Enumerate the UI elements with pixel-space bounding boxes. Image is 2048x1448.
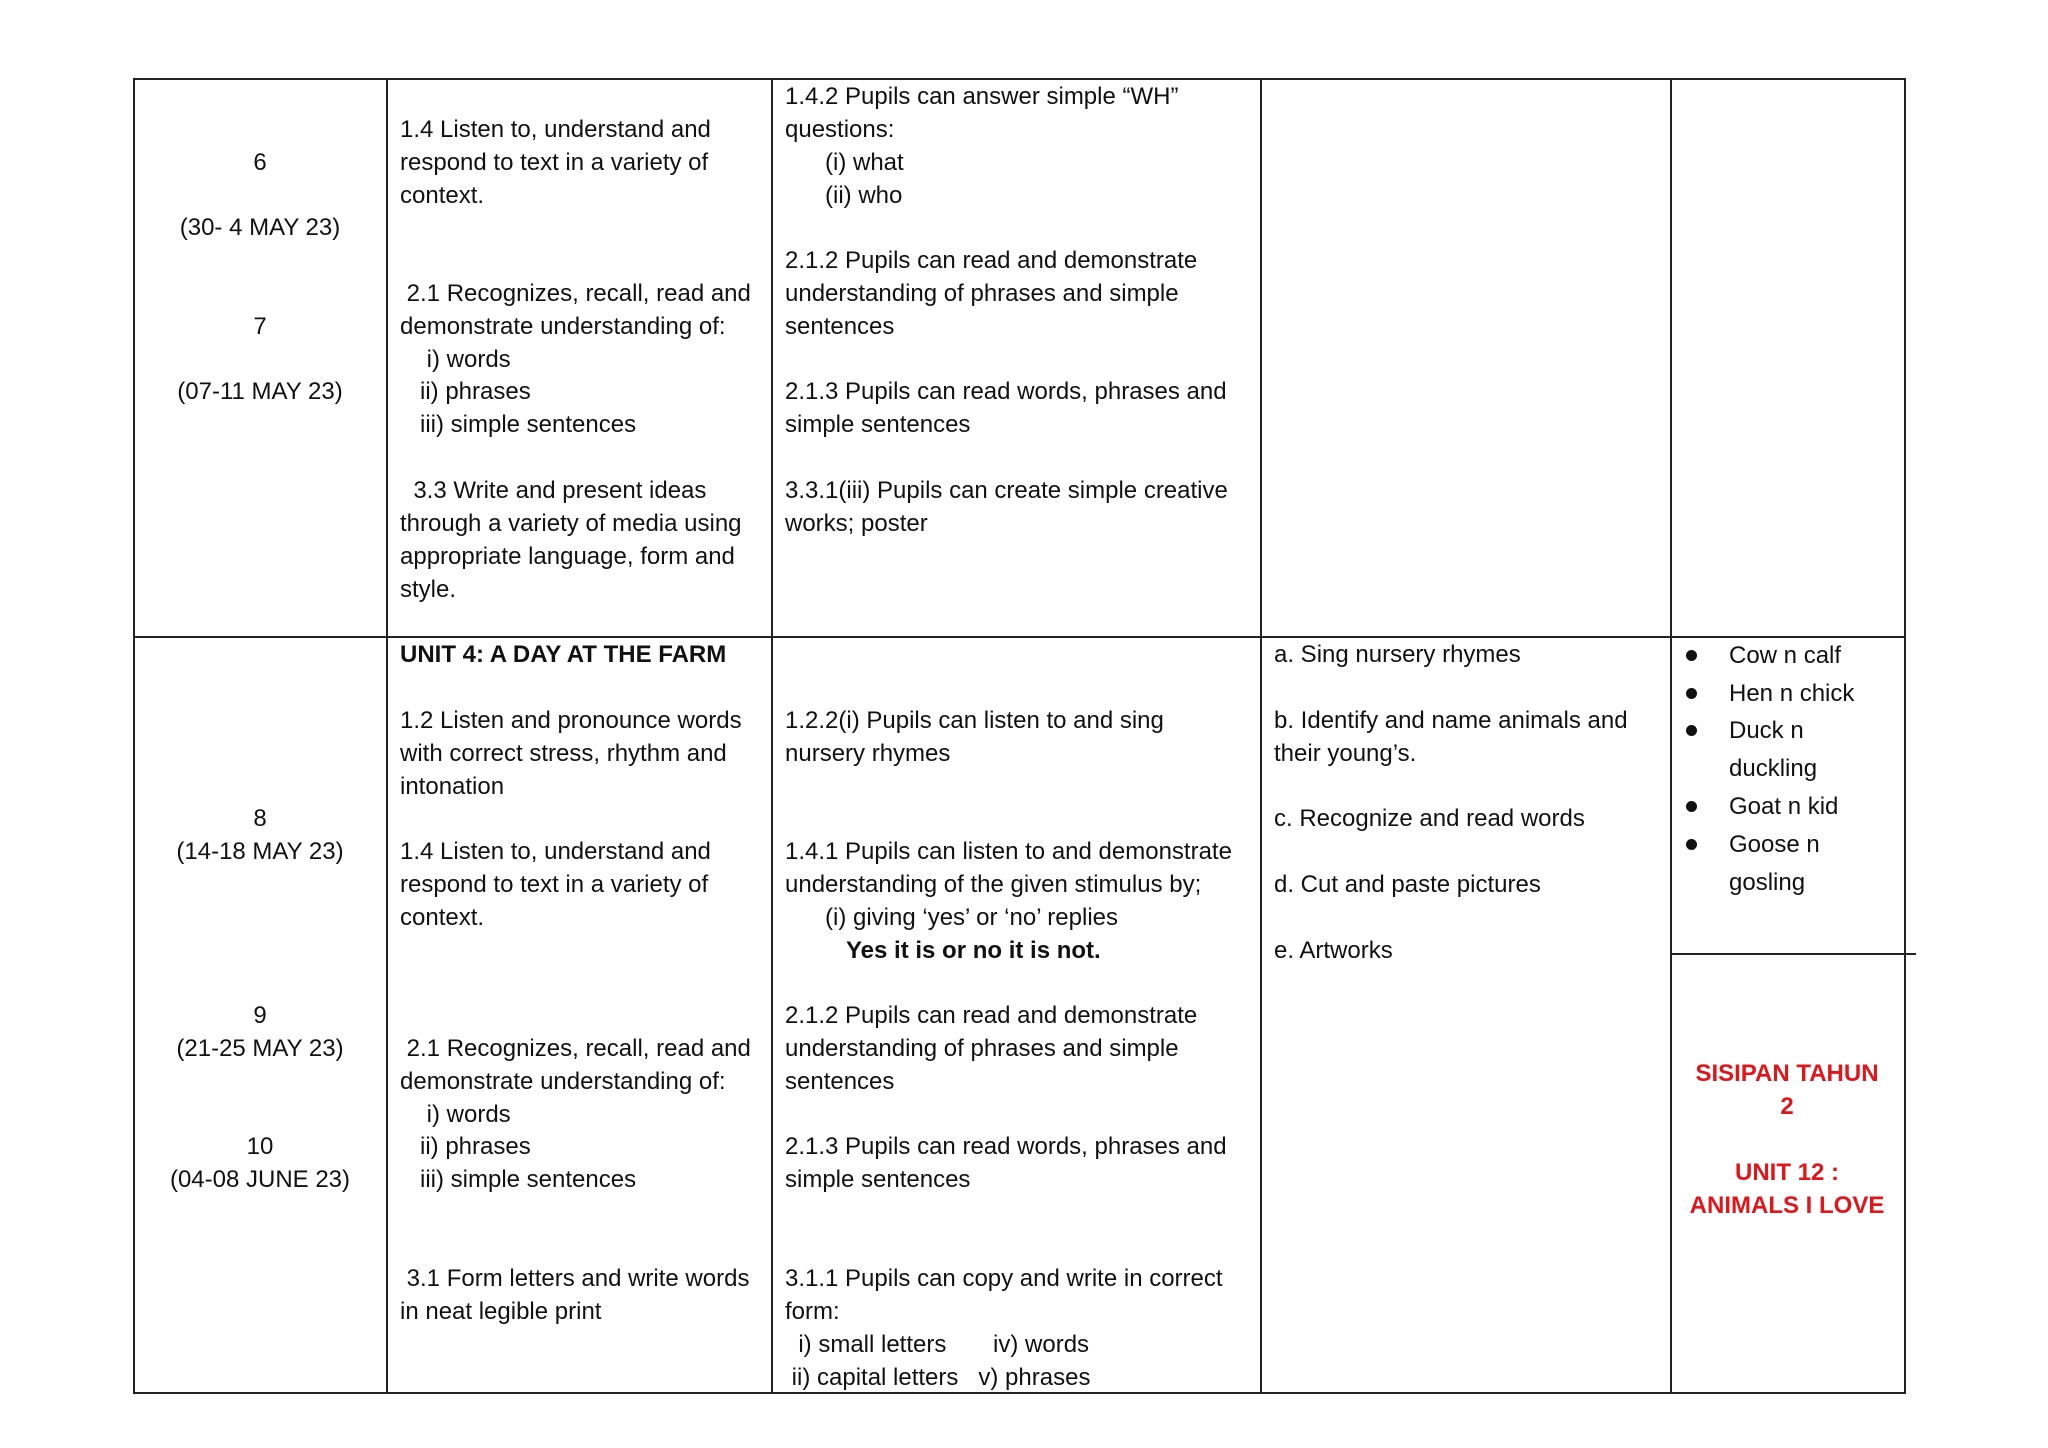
row1-content-line: ii) phrases xyxy=(400,378,531,405)
row2-content-line: in neat legible print xyxy=(400,1298,602,1325)
activity-item: e. Artworks xyxy=(1274,937,1393,964)
row1-learning-line: 1.4.2 Pupils can answer simple “WH” xyxy=(785,83,1179,110)
row2-content-line: 2.1 Recognizes, recall, read and xyxy=(400,1035,751,1062)
row2-learning-line: understanding of phrases and simple xyxy=(785,1035,1179,1062)
table-left-border xyxy=(133,78,135,1394)
column-divider-1 xyxy=(386,78,388,1394)
row1-content-line: i) words xyxy=(400,346,511,373)
activity-item: c. Recognize and read words xyxy=(1274,805,1585,832)
row1-learning-line: works; poster xyxy=(785,510,928,537)
row2-content-line: 3.1 Form letters and write words xyxy=(400,1265,750,1292)
vocab-item: Goat n kid xyxy=(1729,793,1839,820)
row1-content-line: style. xyxy=(400,576,457,603)
row2-content-line: iii) simple sentences xyxy=(400,1166,637,1193)
week-date-8: (14-18 MAY 23) xyxy=(176,838,344,865)
vocab-item: Duck n xyxy=(1729,717,1804,744)
activity-item: d. Cut and paste pictures xyxy=(1274,871,1541,898)
bullet-icon xyxy=(1686,688,1697,699)
row1-content-line: respond to text in a variety of xyxy=(400,149,709,176)
bold-reply: Yes it is or no it is not. xyxy=(846,937,1101,964)
row2-content-line: with correct stress, rhythm and xyxy=(400,740,727,767)
activity-item: their young’s. xyxy=(1274,740,1417,767)
row2-content-line: intonation xyxy=(400,773,505,800)
row1-content-line: demonstrate understanding of: xyxy=(400,313,726,340)
row1-learning-line: 2.1.2 Pupils can read and demonstrate xyxy=(785,247,1198,274)
row1-content-line: iii) simple sentences xyxy=(400,411,637,438)
vocab-item: Cow n calf xyxy=(1729,642,1842,669)
row1-content-line: through a variety of media using xyxy=(400,510,742,537)
row1-learning-line: questions: xyxy=(785,116,895,143)
week-date-10: (04-08 JUNE 23) xyxy=(169,1166,351,1193)
row2-content-line: 1.2 Listen and pronounce words xyxy=(400,707,742,734)
column-divider-3 xyxy=(1260,78,1262,1394)
row2-learning-line: (i) giving ‘yes’ or ‘no’ replies xyxy=(785,904,1118,931)
activity-item: a. Sing nursery rhymes xyxy=(1274,641,1521,668)
vocab-sisipan-divider xyxy=(1670,953,1916,955)
row2-learning-line: 1.4.1 Pupils can listen to and demonstrate xyxy=(785,838,1232,865)
sisipan-title: SISIPAN TAHUN xyxy=(1695,1060,1879,1087)
row2-content-line: demonstrate understanding of: xyxy=(400,1068,726,1095)
bullet-icon xyxy=(1686,725,1697,736)
row2-content-line: i) words xyxy=(400,1101,511,1128)
row2-learning-line: 2.1.3 Pupils can read words, phrases and xyxy=(785,1133,1227,1160)
week-date-9: (21-25 MAY 23) xyxy=(176,1035,344,1062)
week-number-10: 10 xyxy=(246,1133,274,1160)
week-number-7: 7 xyxy=(253,313,267,340)
row2-content-line: context. xyxy=(400,904,485,931)
vocab-item-continued: duckling xyxy=(1729,755,1818,782)
vocab-item-continued: gosling xyxy=(1729,869,1806,896)
bullet-icon xyxy=(1686,801,1697,812)
row1-learning-line: (ii) who xyxy=(785,182,903,209)
row2-learning-line: form: xyxy=(785,1298,840,1325)
row2-learning-line: understanding of the given stimulus by; xyxy=(785,871,1202,898)
row1-content-line: 1.4 Listen to, understand and xyxy=(400,116,711,143)
row2-learning-line: 1.2.2(i) Pupils can listen to and sing xyxy=(785,707,1164,734)
row2-learning-line: simple sentences xyxy=(785,1166,971,1193)
vocab-item: Goose n xyxy=(1729,831,1820,858)
row1-content-line: appropriate language, form and xyxy=(400,543,735,570)
row2-content-line: respond to text in a variety of xyxy=(400,871,709,898)
row1-learning-line: sentences xyxy=(785,313,895,340)
week-number-9: 9 xyxy=(253,1002,267,1029)
row1-content-line: 3.3 Write and present ideas xyxy=(400,477,707,504)
row2-learning-line: ii) capital letters v) phrases xyxy=(785,1364,1091,1391)
activity-item: b. Identify and name animals and xyxy=(1274,707,1628,734)
bullet-icon xyxy=(1686,839,1697,850)
row1-learning-line: 2.1.3 Pupils can read words, phrases and xyxy=(785,378,1227,405)
week-date-7: (07-11 MAY 23) xyxy=(177,378,343,405)
table-right-border xyxy=(1904,78,1906,1394)
row1-content-line: context. xyxy=(400,182,485,209)
bullet-icon xyxy=(1686,650,1697,661)
row1-content-line: 2.1 Recognizes, recall, read and xyxy=(400,280,751,307)
row2-learning-line: i) small letters iv) words xyxy=(785,1331,1090,1358)
sisipan-unit-title: ANIMALS I LOVE xyxy=(1689,1192,1885,1219)
week-number-8: 8 xyxy=(253,805,267,832)
row2-learning-line: 3.1.1 Pupils can copy and write in correct xyxy=(785,1265,1223,1292)
row-divider xyxy=(133,636,1906,638)
row1-learning-line: understanding of phrases and simple xyxy=(785,280,1179,307)
row2-content-line: 1.4 Listen to, understand and xyxy=(400,838,711,865)
row2-learning-line: 2.1.2 Pupils can read and demonstrate xyxy=(785,1002,1198,1029)
row1-learning-line: simple sentences xyxy=(785,411,971,438)
week-date-6: (30- 4 MAY 23) xyxy=(179,214,341,241)
unit-title: UNIT 4: A DAY AT THE FARM xyxy=(400,641,727,668)
row2-learning-line: sentences xyxy=(785,1068,895,1095)
sisipan-unit: UNIT 12 : xyxy=(1734,1159,1839,1186)
row2-learning-line: nursery rhymes xyxy=(785,740,951,767)
week-number-6: 6 xyxy=(253,149,267,176)
sisipan-year: 2 xyxy=(1780,1093,1794,1120)
row1-learning-line: 3.3.1(iii) Pupils can create simple creative xyxy=(785,477,1228,504)
row1-learning-line: (i) what xyxy=(785,149,904,176)
vocab-item: Hen n chick xyxy=(1729,680,1855,707)
column-divider-2 xyxy=(771,78,773,1394)
row2-content-line: ii) phrases xyxy=(400,1133,531,1160)
